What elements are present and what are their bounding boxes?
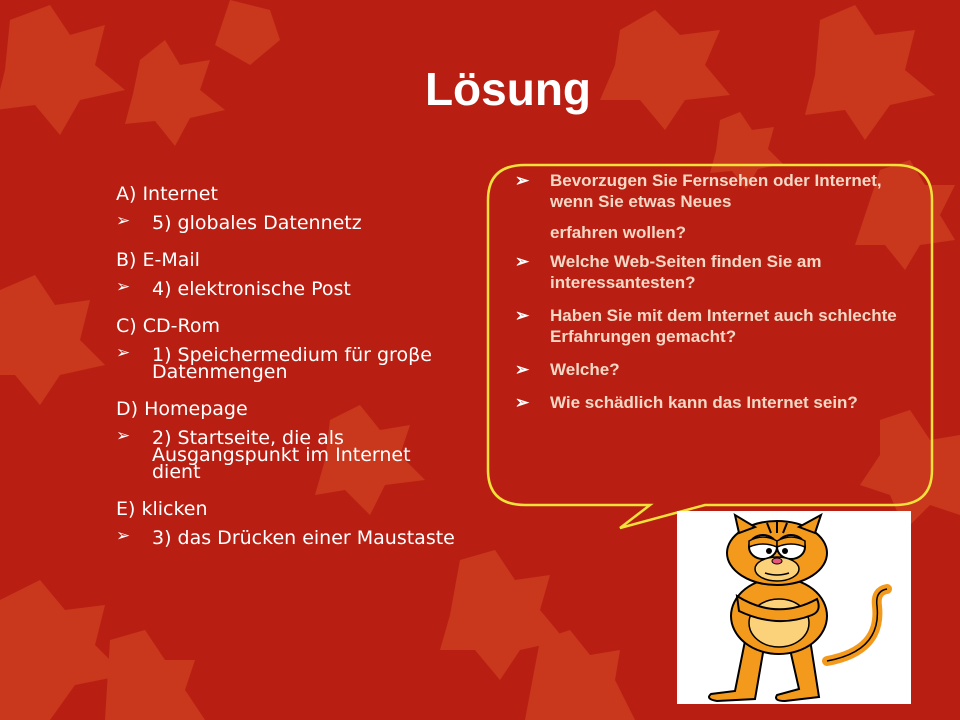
arrow-bullet-icon: ➢ — [116, 343, 131, 363]
arrow-bullet-icon: ➢ — [116, 526, 131, 546]
question-text: erfahren wollen? — [550, 223, 687, 242]
garfield-cartoon-icon — [677, 511, 911, 704]
question-text: Welche Web-Seiten finden Sie am interessantesten? — [550, 252, 822, 292]
arrow-bullet-icon: ➢ — [515, 306, 530, 325]
arrow-bullet-icon: ➢ — [515, 252, 530, 271]
garfield-image — [677, 511, 911, 704]
question-item — [515, 359, 915, 380]
term-a: A) Internet — [116, 183, 218, 205]
question-item — [515, 251, 915, 293]
answer-text: 3) das Drücken einer Maustaste — [152, 527, 455, 549]
answer-text: 5) globales Datennetz — [152, 212, 362, 234]
answer-text: 4) elektronische Post — [152, 278, 351, 300]
arrow-bullet-icon: ➢ — [515, 171, 530, 190]
question-text: Bevorzugen Sie Fernsehen oder Internet, wenn Sie etwas Neues — [550, 171, 882, 211]
arrow-bullet-icon: ➢ — [515, 393, 530, 412]
question-text: Welche? — [550, 360, 620, 379]
question-item — [515, 392, 915, 413]
question-text: Haben Sie mit dem Internet auch schlechte Erfahrungen gemacht? — [550, 306, 897, 346]
arrow-bullet-icon: ➢ — [515, 360, 530, 379]
term-c: C) CD-Rom — [116, 315, 220, 337]
question-item — [515, 170, 915, 212]
answer-text: 2) Startseite, die als Ausgangspunkt im Internet dient — [152, 427, 411, 483]
arrow-bullet-icon: ➢ — [116, 426, 131, 446]
term-e: E) klicken — [116, 498, 208, 520]
term-b: B) E-Mail — [116, 249, 200, 271]
slide-title: Lösung — [424, 63, 592, 115]
answer-text: 1) Speichermedium für groβe Datenmengen — [152, 344, 432, 383]
term-d: D) Homepage — [116, 398, 248, 420]
question-continuation — [515, 222, 915, 243]
arrow-bullet-icon: ➢ — [116, 277, 131, 297]
question-text: Wie schädlich kann das Internet sein? — [550, 393, 858, 412]
question-item — [515, 305, 915, 347]
question-list — [515, 170, 915, 413]
arrow-bullet-icon: ➢ — [116, 211, 131, 231]
